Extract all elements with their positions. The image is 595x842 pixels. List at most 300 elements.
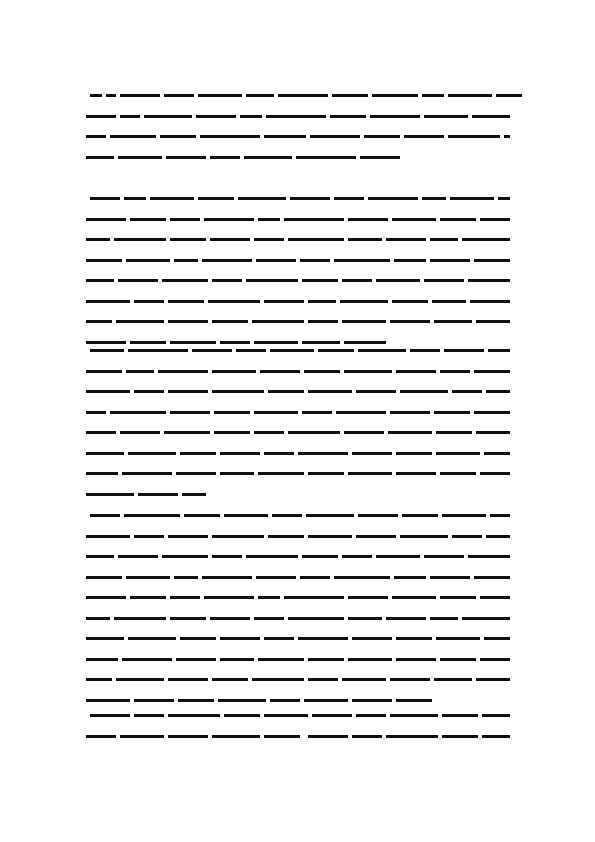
illegible-word <box>272 514 302 517</box>
illegible-word <box>386 735 438 738</box>
illegible-word <box>120 94 160 97</box>
illegible-word <box>264 735 300 738</box>
illegible-word <box>474 259 510 262</box>
illegible-word <box>220 472 254 475</box>
illegible-word <box>430 617 458 620</box>
text-line <box>86 390 510 393</box>
illegible-word <box>376 279 420 282</box>
illegible-word <box>86 115 116 118</box>
illegible-word <box>106 94 116 97</box>
illegible-word <box>256 576 296 579</box>
illegible-word <box>246 555 298 558</box>
illegible-word <box>318 349 354 352</box>
illegible-word <box>220 341 250 344</box>
illegible-word <box>394 576 426 579</box>
paragraph-1 <box>86 94 510 176</box>
illegible-word <box>390 714 438 717</box>
illegible-word <box>118 279 158 282</box>
illegible-word <box>256 259 296 262</box>
illegible-word <box>224 714 260 717</box>
illegible-word <box>396 452 432 455</box>
illegible-word <box>90 94 102 97</box>
illegible-word <box>212 735 260 738</box>
illegible-word <box>212 555 242 558</box>
illegible-word <box>196 115 236 118</box>
illegible-word <box>126 370 154 373</box>
illegible-word <box>396 699 432 702</box>
illegible-word <box>258 658 304 661</box>
illegible-word <box>86 535 130 538</box>
illegible-word <box>440 596 476 599</box>
illegible-word <box>480 472 510 475</box>
illegible-word <box>110 411 166 414</box>
text-line <box>86 115 510 118</box>
text-line <box>86 596 510 599</box>
illegible-word <box>364 135 400 138</box>
illegible-word <box>474 576 510 579</box>
illegible-word <box>358 514 398 517</box>
text-line <box>86 452 510 455</box>
illegible-word <box>166 156 206 159</box>
illegible-word <box>298 452 348 455</box>
illegible-word <box>376 555 420 558</box>
illegible-word <box>208 300 260 303</box>
illegible-word <box>212 370 256 373</box>
illegible-word <box>392 218 436 221</box>
text-line <box>86 411 510 414</box>
illegible-word <box>448 94 492 97</box>
illegible-word <box>372 94 418 97</box>
illegible-word <box>158 370 208 373</box>
text-line <box>86 535 510 538</box>
illegible-word <box>390 411 430 414</box>
illegible-word <box>486 390 510 393</box>
illegible-word <box>86 658 118 661</box>
illegible-word <box>174 576 198 579</box>
illegible-word <box>462 617 510 620</box>
illegible-word <box>134 300 164 303</box>
illegible-word <box>396 637 432 640</box>
illegible-word <box>164 94 194 97</box>
illegible-word <box>86 156 114 159</box>
illegible-word <box>122 472 172 475</box>
illegible-word <box>254 238 284 241</box>
illegible-word <box>442 735 478 738</box>
illegible-word <box>480 658 510 661</box>
illegible-word <box>278 94 328 97</box>
illegible-word <box>244 156 292 159</box>
illegible-word <box>356 714 386 717</box>
illegible-word <box>482 735 510 738</box>
illegible-word <box>444 349 484 352</box>
illegible-word <box>86 320 112 323</box>
illegible-word <box>436 452 480 455</box>
text-line <box>86 259 510 262</box>
text-line <box>86 197 510 200</box>
illegible-word <box>450 197 494 200</box>
illegible-word <box>198 94 242 97</box>
illegible-word <box>386 617 426 620</box>
text-line <box>86 576 510 579</box>
illegible-word <box>504 135 510 138</box>
illegible-word <box>480 218 510 221</box>
illegible-word <box>430 238 458 241</box>
illegible-word <box>308 535 352 538</box>
illegible-word <box>86 370 122 373</box>
illegible-word <box>134 699 174 702</box>
illegible-word <box>330 115 366 118</box>
illegible-word <box>210 156 240 159</box>
illegible-word <box>308 472 344 475</box>
illegible-word <box>394 259 426 262</box>
illegible-word <box>308 678 338 681</box>
illegible-word <box>352 637 392 640</box>
illegible-word <box>352 452 392 455</box>
illegible-word <box>310 135 360 138</box>
text-line <box>86 472 510 475</box>
illegible-word <box>212 279 242 282</box>
illegible-word <box>342 279 372 282</box>
illegible-word <box>430 259 470 262</box>
illegible-word <box>246 94 274 97</box>
illegible-word <box>358 349 406 352</box>
illegible-word <box>264 637 294 640</box>
illegible-word <box>304 370 340 373</box>
illegible-word <box>220 452 260 455</box>
illegible-word <box>488 349 510 352</box>
illegible-word <box>308 320 338 323</box>
illegible-word <box>168 735 208 738</box>
illegible-word <box>170 617 206 620</box>
illegible-word <box>162 555 208 558</box>
illegible-word <box>486 535 510 538</box>
illegible-word <box>440 370 470 373</box>
illegible-word <box>308 735 348 738</box>
illegible-word <box>404 135 444 138</box>
illegible-word <box>424 279 464 282</box>
illegible-word <box>396 370 436 373</box>
text-line <box>86 431 510 434</box>
illegible-word <box>86 637 124 640</box>
illegible-word <box>90 714 130 717</box>
illegible-word <box>86 218 126 221</box>
illegible-word <box>496 94 522 97</box>
illegible-word <box>470 300 510 303</box>
illegible-word <box>440 218 476 221</box>
illegible-word <box>86 300 130 303</box>
illegible-word <box>130 218 166 221</box>
illegible-word <box>400 390 448 393</box>
illegible-word <box>90 197 120 200</box>
paragraph-4 <box>86 514 510 719</box>
illegible-word <box>288 431 340 434</box>
illegible-word <box>474 370 510 373</box>
illegible-word <box>284 596 344 599</box>
illegible-word <box>452 535 482 538</box>
illegible-word <box>86 576 122 579</box>
illegible-word <box>246 279 298 282</box>
illegible-word <box>210 238 250 241</box>
illegible-word <box>254 341 298 344</box>
illegible-word <box>300 576 330 579</box>
illegible-word <box>86 617 110 620</box>
illegible-word <box>200 135 260 138</box>
illegible-word <box>308 658 344 661</box>
illegible-word <box>424 555 464 558</box>
illegible-word <box>422 94 444 97</box>
illegible-word <box>308 390 352 393</box>
illegible-word <box>332 94 368 97</box>
illegible-word <box>340 300 388 303</box>
illegible-word <box>490 514 510 517</box>
illegible-word <box>448 135 500 138</box>
illegible-word <box>202 259 252 262</box>
illegible-word <box>434 320 472 323</box>
illegible-word <box>342 555 372 558</box>
illegible-word <box>270 349 314 352</box>
illegible-word <box>192 349 232 352</box>
text-line <box>86 493 510 496</box>
illegible-word <box>312 714 352 717</box>
illegible-word <box>344 370 392 373</box>
illegible-word <box>254 431 284 434</box>
illegible-word <box>290 197 330 200</box>
paragraph-3 <box>86 349 510 513</box>
illegible-word <box>468 279 510 282</box>
text-line <box>86 238 510 241</box>
illegible-word <box>356 535 396 538</box>
text-line <box>86 349 510 352</box>
illegible-word <box>334 576 390 579</box>
illegible-word <box>236 349 266 352</box>
illegible-word <box>348 472 392 475</box>
illegible-word <box>178 699 214 702</box>
illegible-word <box>218 699 266 702</box>
illegible-word <box>260 370 300 373</box>
illegible-word <box>298 637 348 640</box>
illegible-word <box>360 156 400 159</box>
illegible-word <box>334 197 364 200</box>
illegible-word <box>252 320 304 323</box>
illegible-word <box>452 390 482 393</box>
illegible-word <box>164 431 210 434</box>
illegible-word <box>392 596 436 599</box>
illegible-word <box>118 555 158 558</box>
illegible-word <box>436 637 480 640</box>
illegible-word <box>334 259 390 262</box>
illegible-word <box>424 115 468 118</box>
illegible-word <box>498 197 510 200</box>
illegible-word <box>214 431 250 434</box>
illegible-word <box>432 300 466 303</box>
illegible-word <box>124 197 146 200</box>
illegible-word <box>134 535 164 538</box>
illegible-word <box>484 452 510 455</box>
illegible-word <box>268 390 304 393</box>
illegible-word <box>150 197 194 200</box>
illegible-word <box>198 197 234 200</box>
illegible-word <box>304 699 348 702</box>
illegible-word <box>168 678 208 681</box>
illegible-word <box>342 678 386 681</box>
illegible-word <box>130 341 166 344</box>
illegible-word <box>434 678 472 681</box>
illegible-word <box>308 300 336 303</box>
illegible-word <box>254 617 284 620</box>
text-line <box>86 699 510 702</box>
illegible-word <box>86 390 130 393</box>
illegible-word <box>302 279 338 282</box>
illegible-word <box>410 349 440 352</box>
illegible-word <box>474 411 510 414</box>
illegible-word <box>182 493 206 496</box>
illegible-word <box>402 514 438 517</box>
illegible-word <box>116 320 164 323</box>
illegible-word <box>130 596 166 599</box>
illegible-word <box>128 452 176 455</box>
illegible-word <box>268 535 304 538</box>
illegible-word <box>264 452 294 455</box>
illegible-word <box>442 714 478 717</box>
illegible-word <box>176 658 216 661</box>
illegible-word <box>344 431 384 434</box>
illegible-word <box>252 678 304 681</box>
illegible-word <box>180 637 216 640</box>
illegible-word <box>170 218 200 221</box>
illegible-word <box>348 596 388 599</box>
illegible-word <box>86 472 118 475</box>
illegible-word <box>86 341 126 344</box>
illegible-word <box>134 390 164 393</box>
illegible-word <box>202 576 252 579</box>
illegible-word <box>144 115 192 118</box>
illegible-word <box>442 514 486 517</box>
illegible-word <box>86 279 114 282</box>
illegible-word <box>90 349 124 352</box>
illegible-word <box>344 341 386 344</box>
illegible-word <box>162 279 208 282</box>
illegible-word <box>86 411 106 414</box>
illegible-word <box>348 238 382 241</box>
illegible-word <box>110 135 156 138</box>
illegible-word <box>86 493 134 496</box>
illegible-word <box>270 699 300 702</box>
illegible-word <box>86 259 122 262</box>
text-line <box>86 341 510 344</box>
illegible-word <box>306 514 354 517</box>
illegible-word <box>348 218 388 221</box>
illegible-word <box>168 320 208 323</box>
illegible-word <box>204 218 254 221</box>
illegible-word <box>168 300 204 303</box>
illegible-word <box>302 341 340 344</box>
illegible-word <box>240 115 262 118</box>
illegible-word <box>484 637 510 640</box>
illegible-word <box>264 714 308 717</box>
illegible-word <box>348 658 392 661</box>
illegible-word <box>204 596 254 599</box>
illegible-word <box>388 431 432 434</box>
illegible-word <box>212 320 248 323</box>
illegible-word <box>284 218 344 221</box>
illegible-word <box>122 658 172 661</box>
illegible-word <box>134 714 164 717</box>
illegible-word <box>170 411 210 414</box>
text-line <box>86 678 510 681</box>
illegible-word <box>468 555 510 558</box>
text-line <box>86 555 510 558</box>
text-line <box>86 735 510 738</box>
illegible-word <box>180 452 216 455</box>
illegible-word <box>476 431 510 434</box>
text-line <box>86 617 510 620</box>
illegible-word <box>352 735 382 738</box>
text-line <box>86 370 510 373</box>
text-line <box>86 714 510 717</box>
illegible-word <box>264 300 304 303</box>
illegible-word <box>386 238 426 241</box>
illegible-word <box>184 514 220 517</box>
illegible-word <box>126 576 170 579</box>
illegible-word <box>254 411 298 414</box>
illegible-word <box>370 115 420 118</box>
illegible-word <box>302 555 338 558</box>
text-line <box>86 514 510 517</box>
text-line <box>86 637 510 640</box>
illegible-word <box>128 637 176 640</box>
illegible-word <box>86 135 106 138</box>
illegible-word <box>114 617 166 620</box>
illegible-word <box>288 617 344 620</box>
illegible-word <box>336 411 386 414</box>
illegible-word <box>352 699 392 702</box>
illegible-word <box>480 596 510 599</box>
illegible-word <box>390 320 430 323</box>
illegible-word <box>138 493 178 496</box>
illegible-word <box>220 637 260 640</box>
illegible-word <box>258 218 280 221</box>
illegible-word <box>440 472 476 475</box>
illegible-word <box>266 115 326 118</box>
paragraph-2 <box>86 197 510 361</box>
illegible-word <box>124 514 180 517</box>
illegible-word <box>212 390 264 393</box>
illegible-word <box>170 341 216 344</box>
text-line <box>86 94 510 97</box>
illegible-word <box>476 678 510 681</box>
illegible-word <box>174 259 198 262</box>
text-line <box>86 658 510 661</box>
text-line <box>86 300 510 303</box>
illegible-word <box>212 678 248 681</box>
illegible-word <box>168 535 208 538</box>
illegible-word <box>482 714 510 717</box>
illegible-word <box>302 411 332 414</box>
illegible-word <box>120 431 160 434</box>
text-line <box>86 135 510 138</box>
illegible-word <box>356 390 396 393</box>
illegible-word <box>224 514 268 517</box>
illegible-word <box>422 197 446 200</box>
illegible-word <box>170 238 206 241</box>
illegible-word <box>212 535 264 538</box>
illegible-word <box>396 658 436 661</box>
illegible-word <box>86 596 126 599</box>
illegible-word <box>86 555 114 558</box>
text-line <box>86 279 510 282</box>
illegible-word <box>86 431 116 434</box>
illegible-word <box>368 197 418 200</box>
